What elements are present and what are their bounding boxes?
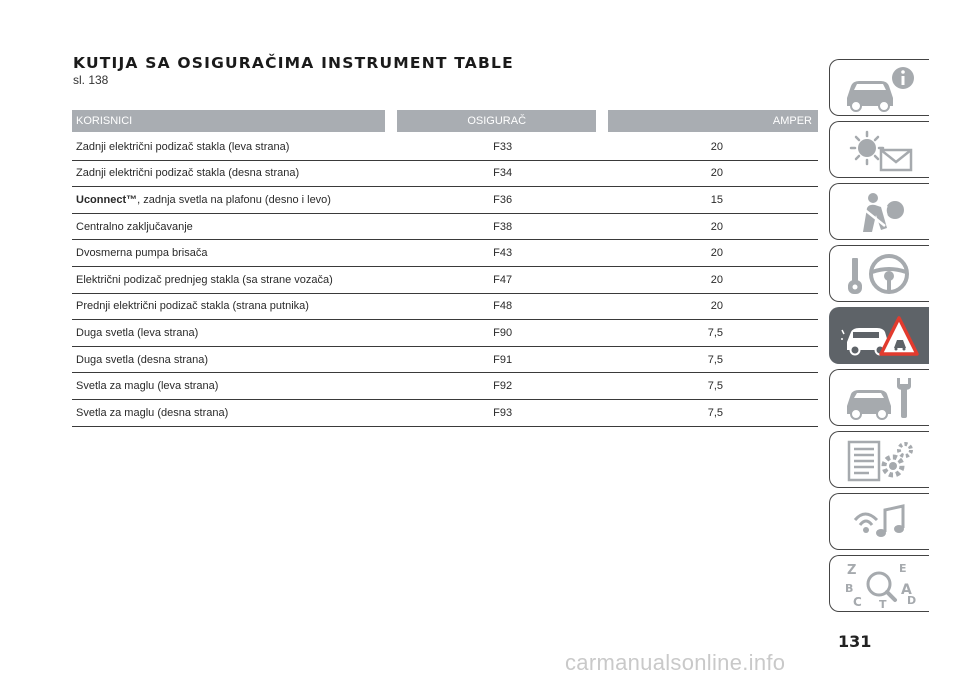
airbag-seatbelt-icon <box>841 188 919 236</box>
user-cell <box>72 187 397 214</box>
user-cell <box>72 161 397 188</box>
table-row <box>72 373 818 400</box>
user-cell <box>72 400 397 427</box>
user-cell <box>72 320 397 347</box>
car-maintenance-icon <box>841 374 919 422</box>
user-text: Centralno zaključavanje <box>76 220 193 233</box>
table-row <box>72 320 818 347</box>
sidebar-tab-maintenance[interactable] <box>829 369 929 426</box>
table-row <box>72 134 818 161</box>
table-row <box>72 267 818 294</box>
ampere-cell: 20 <box>608 134 818 161</box>
table-row <box>72 294 818 321</box>
specifications-gear-icon <box>841 436 919 484</box>
ampere-cell: 7,5 <box>608 320 818 347</box>
ampere-cell: 20 <box>608 240 818 267</box>
index-letter: E <box>898 561 907 575</box>
user-cell <box>72 373 397 400</box>
user-cell <box>72 347 397 374</box>
fuse-cell: F43 <box>397 240 608 267</box>
column-header-users: KORISNICI <box>72 110 385 134</box>
index-letter: Z <box>846 562 856 578</box>
user-cell <box>72 134 397 161</box>
index-letter: T <box>878 597 887 608</box>
ampere-cell: 20 <box>608 214 818 241</box>
fuse-cell: F92 <box>397 373 608 400</box>
table-header-row <box>72 110 818 134</box>
page-title: KUTIJA SA OSIGURAČIMA INSTRUMENT TABLE <box>73 54 514 72</box>
user-cell <box>72 214 397 241</box>
user-cell <box>72 240 397 267</box>
fuse-cell: F47 <box>397 267 608 294</box>
index-letter: D <box>906 593 916 607</box>
sidebar-tab-index[interactable] <box>829 555 929 612</box>
fuse-cell: F38 <box>397 214 608 241</box>
sidebar-tab-specifications[interactable] <box>829 431 929 488</box>
user-cell <box>72 294 397 321</box>
table-row <box>72 161 818 188</box>
ampere-cell: 20 <box>608 267 818 294</box>
column-gap <box>596 110 608 134</box>
index-letter: B <box>844 581 853 595</box>
user-text: Zadnji električni podizač stakla (leva strana) <box>76 140 290 153</box>
sidebar-tab-starting[interactable] <box>829 245 929 302</box>
fuse-table-body <box>72 134 818 427</box>
fuse-table <box>72 110 818 427</box>
table-row <box>72 240 818 267</box>
table-row <box>72 347 818 374</box>
car-info-icon <box>841 64 919 112</box>
fuse-cell: F90 <box>397 320 608 347</box>
ampere-cell: 7,5 <box>608 400 818 427</box>
user-text: Dvosmerna pumpa brisača <box>76 247 208 260</box>
user-strong-text: Uconnect™ <box>76 193 138 206</box>
fuse-cell: F91 <box>397 347 608 374</box>
user-text: Duga svetla (leva strana) <box>76 326 199 339</box>
fuse-cell: F36 <box>397 187 608 214</box>
table-row <box>72 214 818 241</box>
fuse-cell: F48 <box>397 294 608 321</box>
multimedia-icon <box>841 498 919 546</box>
figure-reference: sl. 138 <box>73 73 109 87</box>
sidebar-tab-multimedia[interactable] <box>829 493 929 550</box>
table-row <box>72 400 818 427</box>
ampere-cell: 20 <box>608 161 818 188</box>
column-gap <box>385 110 397 134</box>
user-text: Prednji električni podizač stakla (strana putnika) <box>76 300 309 313</box>
index-letter: A <box>900 581 912 598</box>
fuse-cell: F34 <box>397 161 608 188</box>
user-text: Električni podizač prednjeg stakla (sa strane vozača) <box>76 273 333 286</box>
column-header-ampere: AMPER <box>608 110 818 134</box>
key-steering-wheel-icon <box>841 250 919 298</box>
sidebar-tab-safety[interactable] <box>829 183 929 240</box>
alphabetical-index-icon <box>841 560 919 608</box>
index-letter: C <box>852 594 862 608</box>
user-text: Duga svetla (desna strana) <box>76 353 209 366</box>
fuse-cell: F93 <box>397 400 608 427</box>
user-text: Svetla za maglu (desna strana) <box>76 406 229 419</box>
ampere-cell: 7,5 <box>608 373 818 400</box>
ampere-cell: 15 <box>608 187 818 214</box>
ampere-cell: 7,5 <box>608 347 818 374</box>
user-text: Svetla za maglu (leva strana) <box>76 380 219 393</box>
warning-lights-message-icon <box>841 126 919 174</box>
column-header-fuse: OSIGURAČ <box>397 110 596 134</box>
ampere-cell: 20 <box>608 294 818 321</box>
page-number: 131 <box>838 632 872 651</box>
sidebar-tab-car-info[interactable] <box>829 59 929 116</box>
sidebar-tab-emergency[interactable] <box>829 307 929 364</box>
sidebar-tab-warning-lights[interactable] <box>829 121 929 178</box>
car-emergency-warning-icon <box>841 312 919 360</box>
user-text: Zadnji električni podizač stakla (desna strana) <box>76 167 300 180</box>
watermark: carmanualsonline.info <box>565 650 786 675</box>
fuse-cell: F33 <box>397 134 608 161</box>
table-row <box>72 187 818 214</box>
user-cell <box>72 267 397 294</box>
user-text: , zadnja svetla na plafonu (desno i levo) <box>137 193 331 206</box>
